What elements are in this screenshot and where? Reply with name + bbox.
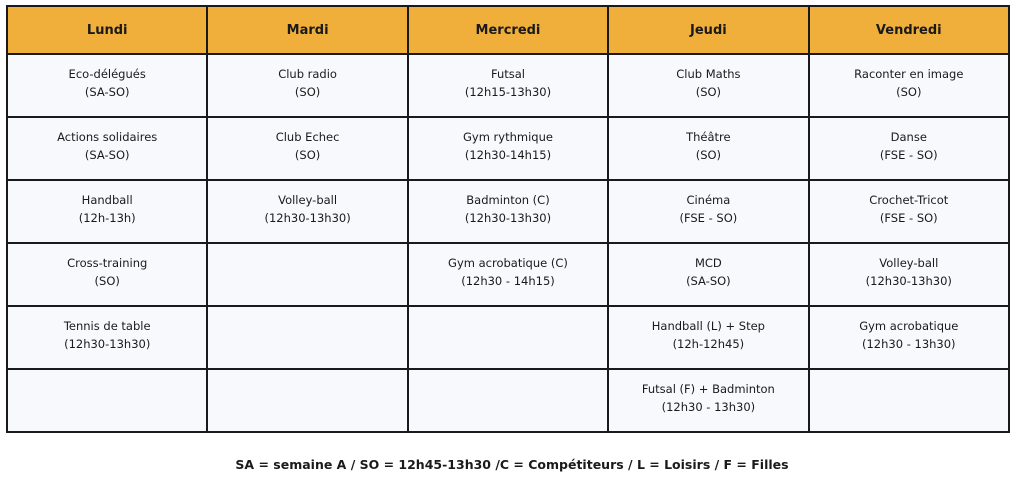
activity-detail: (12h-13h) xyxy=(78,211,136,225)
activity-detail: (12h30-14h15) xyxy=(464,148,552,162)
activity-detail: (12h30 - 14h15) xyxy=(461,274,555,288)
header-vendredi: Vendredi xyxy=(809,6,1009,54)
table-cell xyxy=(207,180,407,243)
table-cell xyxy=(408,369,608,432)
activity-detail: (12h30 - 13h30) xyxy=(862,337,956,351)
activity-detail: (SO) xyxy=(94,274,120,288)
activity-name: Actions solidaires xyxy=(57,130,158,144)
table-row xyxy=(7,306,1009,369)
activity-name: Théâtre xyxy=(686,130,731,144)
activity-name: Futsal (F) + Badminton xyxy=(641,382,775,396)
activity-detail: (12h30-13h30) xyxy=(64,337,151,351)
activity-name: Cinéma xyxy=(686,193,731,207)
activity-name: Raconter en image xyxy=(854,67,964,81)
table-cell xyxy=(7,180,207,243)
activity-name: Badminton (C) xyxy=(466,193,550,207)
activity-name: Crochet-Tricot xyxy=(869,193,949,207)
table-row xyxy=(7,117,1009,180)
table-cell xyxy=(7,369,207,432)
table-cell xyxy=(809,117,1009,180)
table-cell xyxy=(207,117,407,180)
table-cell xyxy=(7,117,207,180)
table-cell xyxy=(809,243,1009,306)
table-cell xyxy=(809,369,1009,432)
activity-detail: (12h30-13h30) xyxy=(264,211,351,225)
activity-name: Club Echec xyxy=(275,130,340,144)
table-cell xyxy=(408,243,608,306)
table-cell xyxy=(207,369,407,432)
activity-detail: (FSE - SO) xyxy=(879,211,938,225)
activity-name: Handball (L) + Step xyxy=(651,319,765,333)
table-cell xyxy=(608,117,808,180)
activity-detail: (SA-SO) xyxy=(84,85,130,99)
activity-detail: (SO) xyxy=(294,148,321,162)
activity-detail: (12h30-13h30) xyxy=(464,211,552,225)
activity-detail: (SO) xyxy=(695,148,722,162)
activity-detail: (SO) xyxy=(695,85,722,99)
table-cell xyxy=(809,306,1009,369)
table-cell xyxy=(608,243,808,306)
activity-name: Club Maths xyxy=(676,67,741,81)
table-cell xyxy=(608,180,808,243)
table-cell xyxy=(7,306,207,369)
activity-name: Gym acrobatique xyxy=(859,319,959,333)
activity-name: Handball xyxy=(81,193,133,207)
activity-name: Cross-training xyxy=(67,256,148,270)
activity-detail: (12h30 - 13h30) xyxy=(661,400,756,414)
activity-name: Futsal xyxy=(490,67,525,81)
header-jeudi: Jeudi xyxy=(608,6,808,54)
legend-note: SA = semaine A / SO = 12h45-13h30 /C = Compétiteurs / L = Loisirs / F = Filles xyxy=(235,457,789,472)
table-cell xyxy=(207,243,407,306)
activity-name: Gym acrobatique (C) xyxy=(448,256,568,270)
table-row xyxy=(7,54,1009,117)
table-row xyxy=(7,243,1009,306)
header-mercredi: Mercredi xyxy=(408,6,608,54)
table-cell xyxy=(207,306,407,369)
activity-name: Volley-ball xyxy=(879,256,939,270)
activity-name: Gym rythmique xyxy=(462,130,553,144)
table-cell xyxy=(7,54,207,117)
activity-detail: (FSE - SO) xyxy=(879,148,938,162)
activity-name: Volley-ball xyxy=(278,193,338,207)
activity-name: Eco-délégués xyxy=(68,67,146,81)
table-row xyxy=(7,180,1009,243)
header-lundi: Lundi xyxy=(7,6,207,54)
header-mardi: Mardi xyxy=(207,6,407,54)
table-cell xyxy=(7,243,207,306)
activity-name: Danse xyxy=(890,130,927,144)
activity-name: MCD xyxy=(694,256,722,270)
activity-detail: (SO) xyxy=(896,85,922,99)
table-cell xyxy=(408,180,608,243)
header-row xyxy=(7,6,1009,54)
table-row xyxy=(7,369,1009,432)
activity-detail: (12h15-13h30) xyxy=(464,85,552,99)
table-cell xyxy=(408,306,608,369)
table-cell xyxy=(408,117,608,180)
table-cell xyxy=(608,369,808,432)
table-cell xyxy=(608,306,808,369)
table-cell xyxy=(608,54,808,117)
activity-detail: (12h-12h45) xyxy=(672,337,745,351)
activity-detail: (SO) xyxy=(294,85,321,99)
schedule-table xyxy=(6,5,1010,433)
table-cell xyxy=(207,54,407,117)
table-cell xyxy=(809,54,1009,117)
activity-detail: (SA-SO) xyxy=(686,274,731,288)
activity-detail: (SA-SO) xyxy=(84,148,130,162)
activity-detail: (12h30-13h30) xyxy=(865,274,952,288)
table-cell xyxy=(408,54,608,117)
activity-name: Tennis de table xyxy=(63,319,151,333)
activity-detail: (FSE - SO) xyxy=(679,211,738,225)
table-cell xyxy=(809,180,1009,243)
activity-name: Club radio xyxy=(278,67,337,81)
